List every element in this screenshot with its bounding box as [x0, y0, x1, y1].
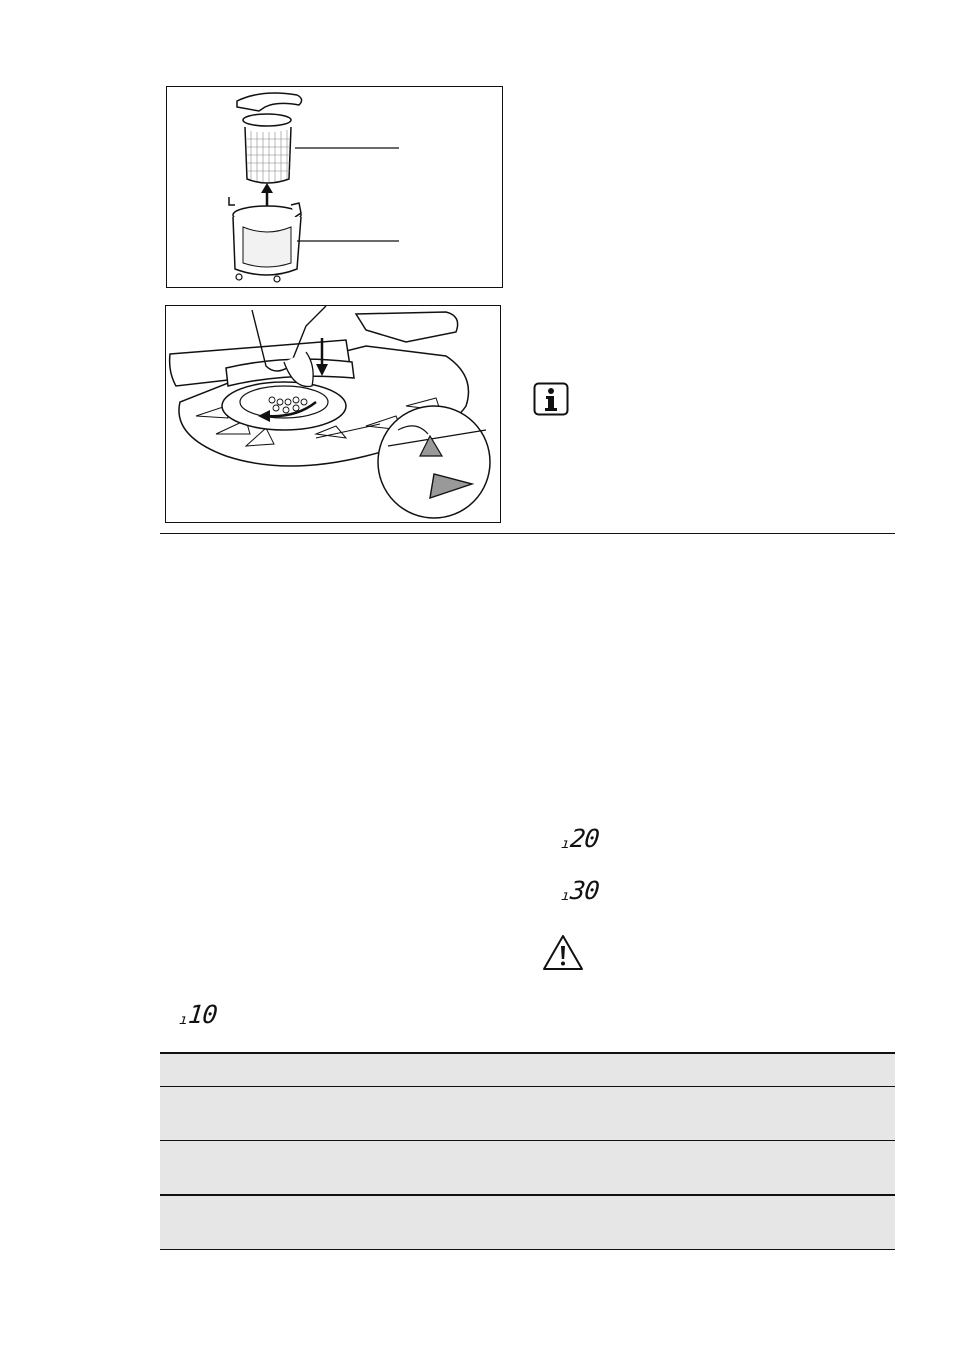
info-icon: [533, 382, 569, 416]
table-row: [160, 1195, 895, 1250]
table-row: [160, 1087, 895, 1141]
table-header-row: [160, 1053, 895, 1087]
section-divider: [160, 533, 895, 534]
info-table: [160, 1052, 895, 1250]
display-lead-segment: ı: [560, 836, 570, 852]
filter-install-figure: [165, 305, 501, 523]
display-lead-segment: ı: [178, 1012, 188, 1028]
display-lead-segment: ı: [560, 888, 570, 904]
filter-assembly-illustration: [167, 87, 504, 289]
table-cell: [160, 1141, 895, 1196]
display-readout-20: [561, 826, 600, 851]
table-row: [160, 1141, 895, 1196]
table-header-cell: [160, 1053, 895, 1087]
display-digits: 20: [568, 824, 601, 853]
display-digits: 30: [568, 876, 601, 905]
warning-triangle-icon: [542, 934, 584, 972]
display-readout-10: [179, 1002, 218, 1027]
display-digits: 10: [186, 1000, 219, 1029]
table-cell: [160, 1195, 895, 1250]
filter-assembly-figure: [166, 86, 503, 288]
table-cell: [160, 1087, 895, 1141]
display-readout-30: [561, 878, 600, 903]
filter-install-illustration: [166, 306, 502, 524]
